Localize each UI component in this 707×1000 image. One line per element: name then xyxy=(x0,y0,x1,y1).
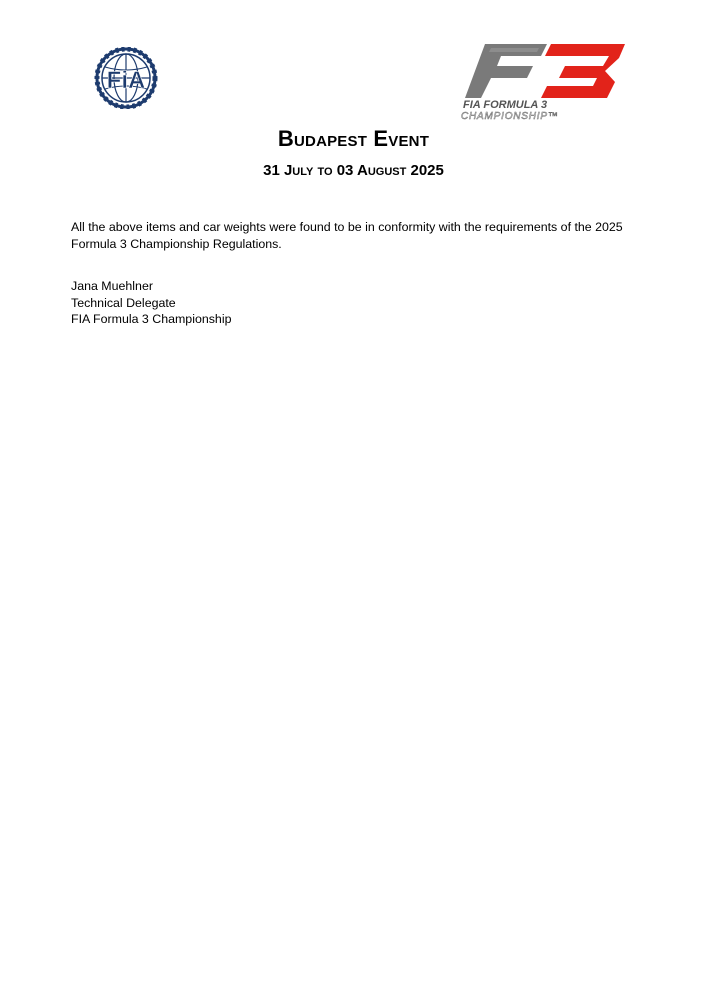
f3-championship-logo xyxy=(455,40,630,122)
event-dates: 31 July to 03 August 2025 xyxy=(263,162,444,179)
signature-block xyxy=(71,278,231,328)
conformity-statement: All the above items and car weights were found to be in conformity with the requirements of the 2025 Formula 3 Championship Regulations. xyxy=(71,220,623,251)
svg-text:FiA: FiA xyxy=(106,67,146,94)
signatory-role: Technical Delegate xyxy=(71,295,176,310)
f3-logo-icon xyxy=(455,40,630,122)
svg-text:CHAMPIONSHIP™: CHAMPIONSHIP™ xyxy=(461,111,559,122)
fia-logo xyxy=(80,47,172,109)
page-title: Budapest Event xyxy=(277,126,430,151)
signatory-organization: FIA Formula 3 Championship xyxy=(71,312,232,326)
fia-globe-icon xyxy=(80,47,172,109)
svg-text:FIA FORMULA 3: FIA FORMULA 3 xyxy=(463,99,548,111)
signatory-name: Jana Muehlner xyxy=(71,279,153,293)
